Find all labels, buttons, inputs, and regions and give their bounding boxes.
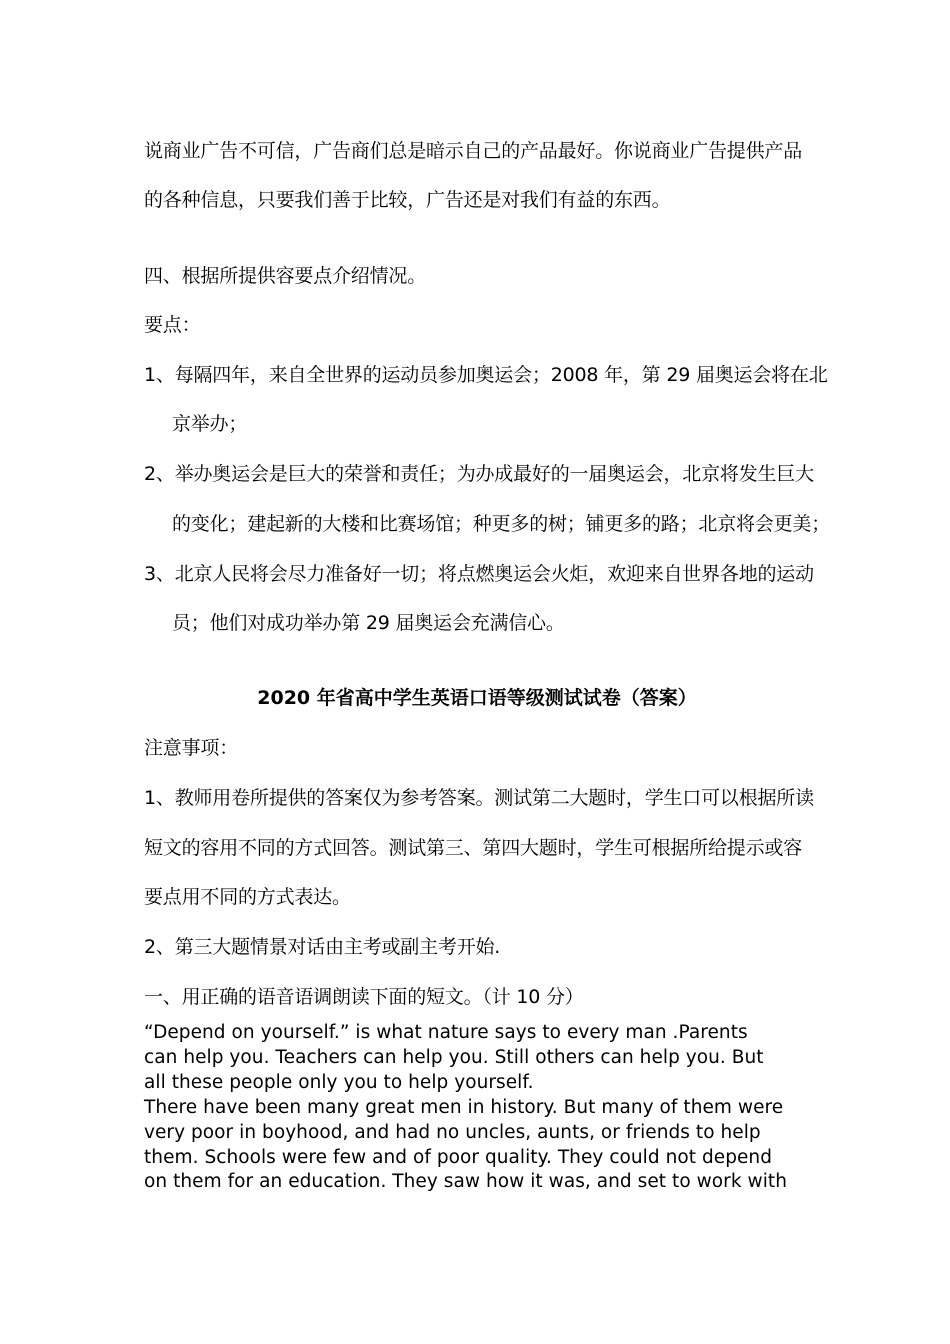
points-label: 要点：	[144, 314, 201, 336]
point-1-line-2: 京举办；	[172, 413, 248, 435]
notes-item-1-line: 短文的容用不同的方式回答。测试第三、第四大题时，学生可根据所给提示或容	[144, 837, 803, 859]
passage-line: can help you. Teachers can help you. Still others can help you. But	[144, 1047, 764, 1068]
passage-line: There have been many great men in history. But many of them were	[144, 1097, 784, 1118]
passage-line: very poor in boyhood, and had no uncles, aunts, or friends to help	[144, 1122, 761, 1143]
point-3-line-1: 3、北京人民将会尽力准备好一切；将点燃奥运会火炬，欢迎来自世界各地的运动	[144, 563, 814, 585]
passage-line: all these people only you to help yourself.	[144, 1072, 534, 1093]
point-2-line-2: 的变化；建起新的大楼和比赛场馆；种更多的树；铺更多的路；北京将会更美；	[172, 513, 831, 535]
part-1-heading: 一、用正确的语音语调朗读下面的短文。（计 10 分）	[144, 986, 584, 1008]
passage-line: them. Schools were few and of poor quality. They could not depend	[144, 1147, 772, 1168]
passage-line: on them for an education. They saw how it was, and set to work with	[144, 1171, 787, 1192]
paragraph-line: 的各种信息，只要我们善于比较，广告还是对我们有益的东西。	[144, 189, 671, 211]
notes-item-1-line: 要点用不同的方式表达。	[144, 886, 351, 908]
notes-label: 注意事项：	[144, 737, 239, 759]
section-heading: 四、根据所提供容要点介绍情况。	[144, 265, 427, 287]
paragraph-line: 说商业广告不可信，广告商们总是暗示自己的产品最好。你说商业广告提供产品	[144, 140, 803, 162]
answer-title: 2020 年省高中学生英语口语等级测试试卷（答案）	[257, 687, 697, 709]
point-3-line-2: 员；他们对成功举办第 29 届奥运会充满信心。	[172, 612, 565, 634]
notes-item-1-line: 1、教师用卷所提供的答案仅为参考答案。测试第二大题时，学生口可以根据所读	[144, 787, 814, 809]
point-2-line-1: 2、举办奥运会是巨大的荣誉和责任；为办成最好的一届奥运会，北京将发生巨大	[144, 463, 814, 485]
passage-line: “Depend on yourself.” is what nature says to every man .Parents	[144, 1022, 748, 1043]
point-1-line-1: 1、每隔四年，来自全世界的运动员参加奥运会；2008 年，第 29 届奥运会将在北	[144, 364, 828, 386]
notes-item-2: 2、第三大题情景对话由主考或副主考开始.	[144, 936, 501, 958]
